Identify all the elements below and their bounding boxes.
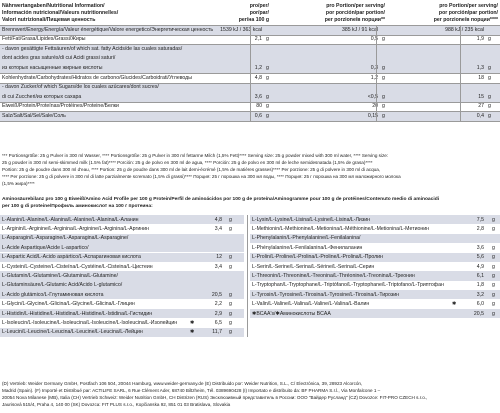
amino-row (0, 224, 244, 233)
nutrient-unit-col2: g (382, 36, 385, 43)
nutrient-value-col1: 1539 kJ / 363 kcal (220, 26, 262, 33)
col2-header-line3: per porzione/в порции** (324, 17, 385, 23)
footnote-line: 25 g powder in 300 ml semi-skimmed milk (1.5% fat)**** Porción: 25 g de polvo en 300 ml de agua, **** Porción: 25 g de polvo en 300 ml de leche semidesnatada (1,5% de grasa)**** (2, 160, 373, 165)
amino-unit: g (492, 282, 495, 289)
amino-row (0, 262, 244, 271)
amino-value: 4,8 (214, 216, 222, 223)
amino-row (0, 243, 244, 252)
amino-unit: g (229, 225, 232, 232)
nutrient-label: из которых насыщенные жирные кислоты (2, 64, 103, 71)
amino-value: 12 (216, 254, 222, 261)
amino-row (250, 234, 500, 243)
amino-value: 6,5 (214, 319, 222, 326)
amino-name: L-Alanin/L-Alanine/L-Alanina/L-Alanine/L-Alanina/L-Аланин (2, 216, 139, 223)
amino-row (0, 281, 244, 290)
amino-row (250, 243, 500, 252)
column-divider (460, 25, 461, 121)
amino-row (250, 281, 500, 290)
amino-name: L-Phenylalanin/L-Phenylalanine/L-Fenilalanina/ (252, 235, 361, 242)
amino-value: 3,2 (476, 291, 484, 298)
amino-row (250, 309, 500, 318)
nutrient-value-col2: 0,3 (370, 64, 378, 71)
amino-value: 3,4 (214, 263, 222, 270)
amino-name: L-Isoleucin/L-Isoleucine/L-Isoleucina/L-Isoleucine/L-Isoleucina/L-Изолейцин (2, 319, 178, 326)
nutrient-value-col2: 20 (372, 103, 378, 110)
amino-row (250, 262, 500, 271)
nutrient-label: Salz/Salt/Sal/Sel/Sale/Соль (2, 112, 66, 119)
amino-title-2: per 100 g di proteine/Профиль аминокислот на 100 г протеина: (2, 204, 153, 209)
nutrient-unit-col1: g (266, 64, 269, 71)
row-divider (0, 121, 500, 122)
amino-unit: g (492, 263, 495, 270)
footnote-line: **** Per porzione: 25 g di polvere in 300 ml di latte parzialmente scremato (1,5% di grassi)**** Порция: 25 г порошка на 300 мл воды, **** Порция: 25 г порошка на 300 мл маложирного молока (2, 174, 401, 179)
col1-header-line2: por/par/ (249, 10, 269, 16)
amino-name: L-Acide Aspartique/Acide L-aspartico/ (2, 244, 89, 251)
amino-row (0, 253, 244, 262)
nutrient-label: - davon Zucker/of which Sugars/de los cuales azúcares/dont sucres/ (2, 84, 159, 91)
amino-unit: g (492, 216, 495, 223)
nutrient-value-col3: 18 (478, 74, 484, 81)
amino-unit: g (229, 254, 232, 261)
nutrient-label: - davon gesättigte Fettsäuren/of which sat. fatty Acids/de las cuales saturadas/ (2, 45, 183, 52)
col1-header-line1: pro/per/ (249, 3, 269, 9)
amino-unit: g (229, 310, 232, 317)
amino-row (0, 318, 244, 327)
amino-name: L-Prolin/L-Proline/L-Prolina/L-Proline/L-Prolina/L-Пролин (252, 254, 383, 261)
nutrient-value-col3: 1,9 (476, 36, 484, 43)
nutrient-value-col2: <0,5 (367, 93, 378, 100)
nutrient-label: Kohlenhydrate/Carbohydrates/Hidratos de carbono/Glucides/Carboidrati/Углеводы (2, 74, 192, 81)
nutrient-unit-col3: g (488, 64, 491, 71)
nutrient-unit-col1: g (266, 74, 269, 81)
distributor-line: (D) Vertrieb: Weider Germany GmbH, Postfach 106 504, 20044 Hamburg, www.weider-germany.de (E) Distribuido por: Weider Nutrition, S.L., C/ Electrónica, 39, 28923 Alcorcón, (2, 381, 363, 386)
amino-acid-table (0, 215, 500, 340)
amino-name: L-Phénylalanine/L-Fenilalanina/L-Фенилаланин (252, 244, 363, 251)
amino-title: Aminosäurebilanz pro 100 g Eiweiß/Amino Acid Profile per 100 g Protein/Perfil de aminoácidos por 100 g de proteína/Aminogramme pour 100 g de protéines/Contenuto medio di aminoacidi (2, 197, 440, 202)
nutrient-unit-col3: g (488, 103, 491, 110)
footnote-line: Portion: 25 g de poudre dans 300 ml d'eau, **** Portion: 25 g de poudre dans 300 ml de lait demi-écrémé (1,5% de matières grasses)**** Per porzione: 25 g di polvere in 300 ml di acqua, (2, 167, 381, 172)
nutrient-value-col2: 0,5 (370, 36, 378, 43)
header-subtitle-2: Valori nutrizionali/Пищевая ценность (2, 17, 96, 23)
amino-value: 1,8 (476, 282, 484, 289)
amino-unit: g (229, 291, 232, 298)
amino-unit: g (492, 225, 495, 232)
nutrient-label: dont acides gras saturés/di cui Acidi grassi saturi/ (2, 55, 116, 62)
bcaa-asterisk: ✱ (452, 301, 457, 308)
nutrient-value-col3: 15 (478, 93, 484, 100)
amino-name: L-Methionin/L-Methionine/L-Metionina/L-Méthionine/L-Metionina/L-Метионин (252, 225, 429, 232)
amino-name: L-Ácido glutámico/L-Глутаминовая кислота (2, 291, 104, 298)
amino-value: 2,2 (214, 301, 222, 308)
nutrient-value-col3: 0,4 (476, 112, 484, 119)
nutrient-value-col2: 0,15 (367, 112, 378, 119)
nutrient-unit-col3: g (488, 74, 491, 81)
amino-row (250, 215, 500, 224)
amino-value: 2,8 (476, 225, 484, 232)
nutrient-unit-col3: g (488, 36, 491, 43)
nutrient-unit-col2: g (382, 74, 385, 81)
amino-unit: g (492, 244, 495, 251)
distributor-line: Jaurisová 515/4, Praha 4, 140 00 (SK) Dovozca: FIT PLUS s.r.o., Kopčianska 92, 851 01 03 Bratislava, Slovakia (2, 402, 231, 407)
nutrient-unit-col2: g (382, 103, 385, 110)
col3-header-line1: pro Portion/per serving/ (439, 3, 498, 9)
amino-row (250, 300, 500, 309)
amino-row (250, 253, 500, 262)
amino-name: L-Histidin/L-Histidine/L-Histidina/L-Histidine/L-Istidina/L-Гистидин (2, 310, 153, 317)
amino-row (0, 300, 244, 309)
nutrient-value-col3: 988 kJ / 235 kcal (445, 26, 484, 33)
amino-name: L-Serin/L-Serine/L-Serina/L-Sérine/L-Serina/L-Серин (252, 263, 375, 270)
amino-value: 4,9 (476, 263, 484, 270)
col1-header-line3: per/на 100 g (238, 17, 269, 23)
col2-header-line1: pro Portion/per serving/ (326, 3, 385, 9)
amino-unit: g (229, 216, 232, 223)
nutrient-unit-col2: g (382, 93, 385, 100)
nutrient-label: Brennwert/Energy/Energía/Valeur énergétique/Valore energetico/Энергетическая ценность (2, 26, 214, 33)
nutrient-label: Fett/Fat/Grasa/Lipides/Grassi/Жиры (2, 36, 86, 43)
amino-name: L-Arginin/L-Arginine/L-Arginina/L-Arginine/L-Arginina/L-Аргинин (2, 225, 149, 232)
amino-name: ✱BCAA's/✱Аминокислоты BCAA (252, 310, 331, 317)
amino-row (0, 290, 244, 299)
amino-unit: g (492, 291, 495, 298)
amino-row (250, 290, 500, 299)
amino-unit: g (229, 263, 232, 270)
amino-name: L-Asparagin/L-Asparagine/L-Asparagina/L-Asparagine/ (2, 235, 129, 242)
amino-unit: g (492, 310, 495, 317)
amino-value: 5,6 (476, 254, 484, 261)
amino-value: 6,1 (476, 272, 484, 279)
amino-name: L-Valin/L-Valine/L-Valina/L-Valine/L-Valina/L-Валин (252, 301, 370, 308)
nutrient-value-col1: 80 (256, 103, 262, 110)
amino-value: 3,6 (476, 244, 484, 251)
nutrient-label: Eiweiß/Protein/Proteínas/Protéines/Proteine/Белки (2, 103, 119, 110)
nutrient-unit-col2: g (382, 64, 385, 71)
nutrient-unit-col1: g (266, 103, 269, 110)
nutrient-value-col2: 385 kJ / 91 kcal (341, 26, 378, 33)
distributor-line: Madrid (Spain). (F) Importé et Distribué par: ACTILIFE SARL, 6 Rue Clément Ader, 68740 Biltzheim, Tél. 0389690428 (I) Importato e distribuito da: BF PHARMA S.r.l., Via Monfalcone 1 – (2, 388, 381, 393)
amino-name: L-Aspartic Acid/L-Ácido aspártico/L-Аспарагиновая кислота (2, 254, 141, 261)
col3-header-line3: per porzione/в порции**** (433, 17, 498, 23)
amino-unit: g (492, 272, 495, 279)
footnote-line: (1,5% жира)**** (2, 181, 35, 186)
amino-name: L-Threonin/L-Threonine/L-Treonina/L-Thréonine/L-Treonina/L-Треонин (252, 272, 415, 279)
amino-value: 11,7 (212, 329, 222, 336)
nutrient-value-col1: 0,6 (254, 112, 262, 119)
amino-name: L-Lysin/L-Lysine/L-Lisina/L-Lysine/L-Lisina/L-Лизин (252, 216, 370, 223)
amino-name: L-Cystein/L-Cysteine/L-Cisteína/L-Cystéine/L-Cisteina/L-Цистеин (2, 263, 153, 270)
amino-row (250, 224, 500, 233)
amino-value: 20,5 (473, 310, 484, 317)
amino-value: 7,5 (476, 216, 484, 223)
amino-name: L-Glycin/L-Glycine/L-Glicina/L-Glycine/L-Glicina/L-Глицин (2, 301, 135, 308)
nutrient-unit-col3: g (488, 112, 491, 119)
col3-header-line2: por porción/par portion/ (438, 10, 498, 16)
bcaa-asterisk: ✱ (190, 319, 195, 326)
nutrient-value-col1: 1,2 (254, 64, 262, 71)
nutrient-value-col3: 27 (478, 103, 484, 110)
amino-value: 3,4 (214, 225, 222, 232)
column-divider (376, 25, 377, 121)
column-divider (247, 215, 248, 337)
nutrient-value-col1: 2,1 (254, 36, 262, 43)
amino-name: L-Glutaminsäure/L-Glutamic Acid/Acido L-glutamico/ (2, 282, 123, 289)
amino-row (0, 271, 244, 280)
amino-row (0, 309, 244, 318)
col2-header-line2: por porción/par portion/ (325, 10, 385, 16)
amino-value: 6,0 (476, 301, 484, 308)
column-divider (250, 25, 251, 121)
amino-name: L-Tyrosin/L-Tyrosine/L-Tirosina/L-Tyrosine/L-Tirosina/L-Тирозин (252, 291, 400, 298)
nutrient-unit-col1: g (266, 36, 269, 43)
amino-unit: g (492, 301, 495, 308)
bcaa-asterisk: ✱ (190, 329, 195, 336)
amino-unit: g (229, 319, 232, 326)
nutrient-label: di cui Zuccheri/из которых сахара (2, 93, 82, 100)
amino-row (0, 215, 244, 224)
amino-value: 2,9 (214, 310, 222, 317)
amino-row (0, 234, 244, 243)
nutrient-value-col2: 1,2 (370, 74, 378, 81)
nutrient-value-col1: 3,6 (254, 93, 262, 100)
amino-row (250, 271, 500, 280)
distributor-line: 20054 Nova Milanese (MB), Italia (CH) Vertrieb Schweiz: Weider Nutrition GmbH, CH Distrizen (RUS) Эксклюзивный представитель в России: ООО "Вайдер Русланд" (CZ) Dovozce: FIT-PRO CZECH s.r.o., (2, 395, 428, 400)
nutrient-unit-col3: g (488, 93, 491, 100)
header-subtitle: Información nutricional/Valeurs nutritionnelles/ (2, 10, 119, 16)
amino-name: L-Glutamin/L-Glutamine/L-Glutamina/L-Glutamine/ (2, 272, 118, 279)
amino-unit: g (229, 329, 232, 336)
nutrient-value-col3: 1,3 (476, 64, 484, 71)
footnote-line: *** Portionsgröße: 25 g Pulver in 300 ml Wasser, **** Portionsgröße: 25 g Pulver in 300 ml fettarme Milch (1,5% Fett)**** Serving size: 25 g powder mixed with 300 ml water, **** Serving size: (2, 153, 389, 158)
nutrient-value-col1: 4,8 (254, 74, 262, 81)
amino-name: L-Leucin/L-Leucine/L-Leucina/L-Leucine/L-Leucina/L-Лейцин (2, 329, 143, 336)
amino-unit: g (492, 254, 495, 261)
amino-row (0, 328, 244, 337)
amino-unit: g (229, 301, 232, 308)
nutrient-unit-col1: g (266, 112, 269, 119)
nutrition-table (0, 25, 500, 125)
header-title: Nährwertangaben/Nutritional Information/ (2, 3, 105, 9)
nutrient-unit-col1: g (266, 93, 269, 100)
amino-value: 20,5 (211, 291, 222, 298)
amino-name: L-Tryptophan/L-Tryptophane/L-Triptófano/L-Tryptophane/L-Triptofano/L-Триптофан (252, 282, 444, 289)
nutrient-unit-col2: g (382, 112, 385, 119)
